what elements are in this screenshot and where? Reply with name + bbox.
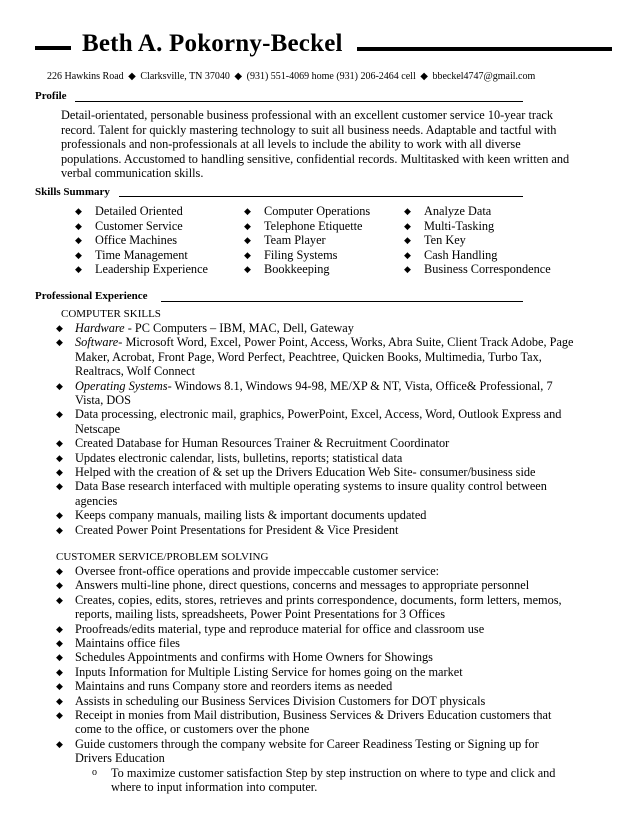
skills-heading: Skills Summary <box>35 186 110 198</box>
list-item: ◆ Time Management <box>75 247 188 262</box>
list-item: ◆ Answers multi-line phone, direct questions, concerns and messages to appropriate personnel <box>56 578 530 593</box>
diamond-bullet-icon: ◆ <box>56 710 63 721</box>
experience-rule <box>161 301 523 302</box>
diamond-icon: ◆ <box>234 71 243 82</box>
circle-bullet-icon: o <box>92 766 97 778</box>
list-item: ◆ Creates, copies, edits, stores, retrieves and prints correspondence, documents, form letters, memos, reports, mailing lists, spreadsheets, Power Point Presentations for 3 Offices <box>56 592 562 622</box>
list-item: ◆ Computer Operations <box>244 204 371 218</box>
diamond-bullet-icon: ◆ <box>56 566 63 576</box>
diamond-bullet-icon: ◆ <box>56 323 63 333</box>
list-item: ◆ Keeps company manuals, mailing lists & important documents updated <box>56 508 427 523</box>
diamond-bullet-icon: ◆ <box>404 206 411 216</box>
list-item: ◆ Office Machines <box>75 233 178 248</box>
list-item: ◆ Assists in scheduling our Business Services Division Customers for DOT physicals <box>56 693 486 708</box>
contact-line <box>47 71 535 82</box>
computer-skills-list <box>56 321 576 537</box>
list-item: ◆ Software- Microsoft Word, Excel, Power Point, Access, Works, Abra Suite, Client Track Adobe, Page Maker, Acrobat, Front Page, Word Perfect, Peachtree, Quicken Books, Multimedia, Turbo Tax, Realtracs, Wolf Connect <box>56 335 574 379</box>
list-item: ◆ Bookkeeping <box>244 262 330 277</box>
list-item: ◆ Operating Systems- Windows 8.1, Windows 94-98, ME/XP & NT, Vista, Office& Professional, 7 Vista, DOS <box>56 378 553 408</box>
email-address: bbeckel4747@gmail.com <box>432 71 536 82</box>
list-item: ◆ Team Player <box>244 233 326 248</box>
customer-service-heading: CUSTOMER SERVICE/PROBLEM SOLVING <box>56 551 269 563</box>
list-item: ◆ Cash Handling <box>404 247 498 262</box>
diamond-bullet-icon: ◆ <box>56 695 63 706</box>
skills-column-2 <box>244 204 370 277</box>
diamond-bullet-icon: ◆ <box>244 206 251 216</box>
profile-rule <box>75 101 523 102</box>
diamond-bullet-icon: ◆ <box>56 666 63 677</box>
diamond-bullet-icon: ◆ <box>56 738 63 749</box>
list-item: ◆ Inputs Information for Multiple Listing Service for homes going on the market <box>56 664 463 679</box>
diamond-bullet-icon: ◆ <box>244 235 251 246</box>
list-item: ◆ Leadership Experience <box>75 262 209 277</box>
diamond-bullet-icon: ◆ <box>244 264 251 275</box>
diamond-bullet-icon: ◆ <box>404 249 411 260</box>
list-item: ◆ Analyze Data <box>404 204 492 218</box>
skills-column-1 <box>75 204 208 277</box>
list-item: ◆ Detailed Oriented <box>75 204 183 218</box>
skills-rule <box>119 196 523 197</box>
list-item: ◆ Proofreads/edits material, type and reproduce material for office and classroom use <box>56 621 485 636</box>
experience-heading: Professional Experience <box>35 290 148 302</box>
list-item: ◆ Guide customers through the company website for Career Readiness Testing or Signing up for Drivers Education <box>56 736 539 766</box>
list-item: ◆ Helped with the creation of & set up the Drivers Education Web Site- consumer/business side <box>56 465 536 480</box>
diamond-bullet-icon: ◆ <box>56 594 63 605</box>
list-item: ◆ Business Correspondence <box>404 262 551 277</box>
diamond-bullet-icon: ◆ <box>75 249 82 260</box>
diamond-bullet-icon: ◆ <box>56 510 63 521</box>
list-item: ◆ Schedules Appointments and confirms with Home Owners for Showings <box>56 650 433 665</box>
diamond-bullet-icon: ◆ <box>56 638 63 649</box>
diamond-bullet-icon: ◆ <box>244 220 251 231</box>
list-item: ◆ Receipt in monies from Mail distribution, Business Services & Drivers Education customers that come to the office, or customers over the phone <box>56 708 552 737</box>
list-item: ◆ Updates electronic calendar, lists, bulletins, reports; statistical data <box>56 450 403 465</box>
diamond-bullet-icon: ◆ <box>244 249 251 260</box>
diamond-bullet-icon: ◆ <box>56 452 63 463</box>
list-item: ◆ Created Power Point Presentations for President & Vice President <box>56 522 399 537</box>
diamond-bullet-icon: ◆ <box>404 220 411 231</box>
list-item: ◆ Multi-Tasking <box>404 218 495 233</box>
diamond-bullet-icon: ◆ <box>56 681 63 692</box>
list-item: ◆ Filing Systems <box>244 247 338 262</box>
profile-text: Detail-orientated, personable business professional with an excellent customer service 10-year track record. Talent for quickly mastering technology to suit all business needs. Adaptable and tactful with professionals and non-professionals at all levels to include the ability to work with all diverse populations. Accustomed to handling sensitive, confidential records. Multitasked with keen written and verbal communication skills. <box>61 108 570 181</box>
address: 226 Hawkins Road <box>47 71 124 82</box>
diamond-bullet-icon: ◆ <box>75 220 82 231</box>
diamond-bullet-icon: ◆ <box>56 481 63 492</box>
list-item: ◆ Hardware - PC Computers – IBM, MAC, Dell, Gateway <box>56 321 354 335</box>
diamond-bullet-icon: ◆ <box>75 264 82 275</box>
name-rule-left <box>35 46 71 50</box>
computer-skills-heading: COMPUTER SKILLS <box>61 308 161 320</box>
diamond-bullet-icon: ◆ <box>56 337 63 348</box>
customer-service-list <box>56 564 576 795</box>
diamond-bullet-icon: ◆ <box>56 580 63 591</box>
list-item: ◆ Maintains office files <box>56 636 180 651</box>
diamond-bullet-icon: ◆ <box>56 467 63 478</box>
list-item: ◆ Maintains and runs Company store and reorders items as needed <box>56 679 393 694</box>
diamond-bullet-icon: ◆ <box>56 623 63 634</box>
list-item: ◆ Created Database for Human Resources Trainer & Recruitment Coordinator <box>56 436 450 451</box>
diamond-icon: ◆ <box>420 71 428 82</box>
diamond-bullet-icon: ◆ <box>75 206 82 216</box>
diamond-bullet-icon: ◆ <box>56 409 63 420</box>
list-item: ◆ Customer Service <box>75 218 183 233</box>
diamond-bullet-icon: ◆ <box>56 380 63 391</box>
diamond-bullet-icon: ◆ <box>56 524 63 535</box>
diamond-bullet-icon: ◆ <box>404 264 411 275</box>
list-item: ◆ Telephone Etiquette <box>244 218 363 233</box>
candidate-name: Beth A. Pokorny-Beckel <box>82 30 343 57</box>
name-rule-right <box>357 47 612 51</box>
diamond-bullet-icon: ◆ <box>404 235 411 246</box>
list-item: ◆ Data processing, electronic mail, graphics, PowerPoint, Excel, Access, Word, Outlook Express and Netscape <box>56 407 562 436</box>
skills-column-3 <box>404 204 551 277</box>
sub-list-item: o To maximize customer satisfaction Step by step instruction on where to type and click and where to input information into computer. <box>92 765 556 795</box>
phone-numbers: (931) 551-4069 home (931) 206-2464 cell <box>246 71 416 82</box>
profile-heading: Profile <box>35 90 67 102</box>
list-item: ◆ Data Base research interfaced with multiple operating systems to insure quality control between agencies <box>56 479 547 508</box>
list-item: ◆ Oversee front-office operations and provide impeccable customer service: <box>56 564 440 578</box>
diamond-bullet-icon: ◆ <box>56 438 63 449</box>
diamond-icon: ◆ <box>128 71 136 82</box>
name-header <box>0 28 638 64</box>
diamond-bullet-icon: ◆ <box>56 652 63 663</box>
city-state-zip: Clarksville, TN 37040 <box>140 71 230 82</box>
diamond-bullet-icon: ◆ <box>75 235 82 246</box>
list-item: ◆ Ten Key <box>404 233 466 248</box>
